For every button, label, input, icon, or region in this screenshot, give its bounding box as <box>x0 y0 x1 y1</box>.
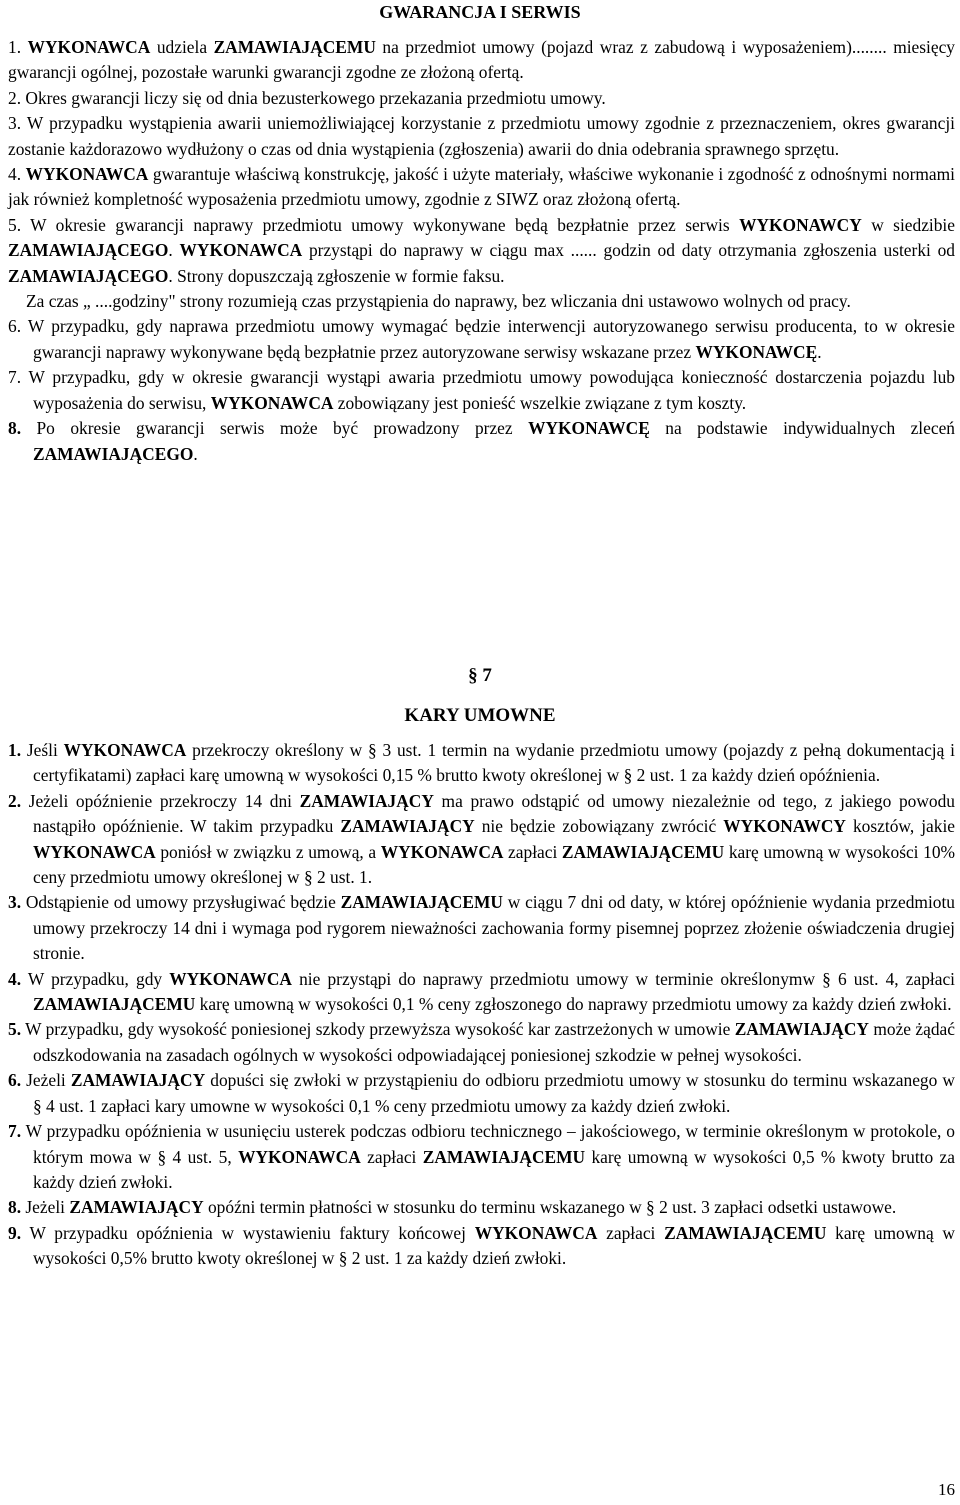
page-number: 16 <box>938 1479 955 1499</box>
contractor-term: WYKONAWCĘ <box>528 418 650 439</box>
item-number: 8. <box>8 1197 22 1218</box>
text-run: Jeżeli <box>21 1197 70 1218</box>
contractor-term: WYKONAWCA <box>380 841 504 862</box>
warranty-item-6 <box>8 314 955 365</box>
text-run: 7. W przypadku, gdy w okresie gwarancji wystąpi awaria przedmiotu umowy powodująca konieczność dostarczenia pojazdu lub wyposażenia do serwisu, <box>8 367 955 413</box>
client-term: ZAMAWIAJĄCEMU <box>422 1146 586 1167</box>
text-run: dopuści się zwłoki w przystąpieniu do odbioru przedmiotu umowy w stosunku do terminu wskazanego w § 4 ust. 1 zapłaci kary umowne w wysokości 0,1 % ceny przedmiotu umowy za każdy dzień zwłoki. <box>33 1070 955 1116</box>
contractor-term: WYKONAWCA <box>25 164 149 185</box>
item-number: 7. <box>8 1121 22 1142</box>
item-number: 1. <box>8 740 22 760</box>
contractor-term: WYKONAWCA <box>63 740 187 760</box>
text-run: karę umowną w wysokości 0,1 % ceny zgłoszonego do naprawy przedmiotu umowy za każdy dzień zwłoki. <box>195 994 952 1015</box>
section-heading: KARY UMOWNE <box>404 705 556 726</box>
text-run: W przypadku opóźnienia w usunięciu usterek podczas odbioru technicznego – jakościowego, w terminie określonym w protokole, o którym mowa w § 4 ust. 5, <box>21 1121 955 1167</box>
item-number: 3. <box>8 892 22 913</box>
contractor-term: WYKONAWCĘ <box>695 341 818 362</box>
item-number: 6. <box>8 1070 22 1091</box>
client-term: ZAMAWIAJĄCY <box>340 816 475 837</box>
text-run: udziela <box>150 37 214 57</box>
contractor-term: WYKONAWCA <box>27 37 151 57</box>
text-run: ma prawo odstąpić od umowy niezależnie od tego, z jakiego powodu nastąpiło opóźnienie. W takim przypadku <box>33 790 955 837</box>
text-run: może żądać odszkodowania na zasadach ogólnych w wysokości odpowiadającej poniesionej szkodzie w pełnej wysokości. <box>33 1019 955 1065</box>
text-run: Jeżeli <box>21 1070 71 1091</box>
warranty-item-3: 3. W przypadku wystąpienia awarii uniemożliwiającej korzystanie z przedmiotu umowy zgodnie z przeznaczeniem, okres gwarancji zostanie każdorazowo wydłużony o czas od dnia wystąpienia (zgłoszenia) awarii do dnia odebrania sprawnego sprzętu. <box>8 113 955 159</box>
contractor-term: WYKONAWCA <box>474 1222 598 1243</box>
penalty-item-4 <box>8 967 955 1018</box>
warranty-time-note: Za czas „ ....godziny" strony rozumieją czas przystąpienia do naprawy, bez wliczania dni ustawowo wolnych od pracy. <box>26 291 851 312</box>
client-term: ZAMAWIAJĄCEGO <box>8 265 169 286</box>
text-run: nie będzie zobowiązany zwrócić <box>474 816 724 837</box>
text-run: na przedmiot umowy (pojazd wraz z zabudową i wyposażeniem)........ miesięcy gwarancji ogólnej, pozostałe warunki gwarancji zgodne ze złożoną ofertą. <box>8 37 956 83</box>
text-run: karę umowną w wysokości 0,5 % kwoty brutto za każdy dzień zwłoki. <box>33 1146 955 1192</box>
text-run: kosztów, jakie <box>845 816 955 837</box>
text-run: W przypadku, gdy <box>21 968 170 989</box>
client-term: ZAMAWIAJĄCEMU <box>33 994 196 1015</box>
contractor-term: WYKONAWCY <box>723 816 846 837</box>
text-run: Jeżeli opóźnienie przekroczy 14 dni <box>21 790 300 811</box>
text-run: W okresie gwarancji naprawy przedmiotu umowy wykonywane będą bezpłatnie przez serwis <box>30 214 740 235</box>
penalty-item-6 <box>8 1068 955 1119</box>
page-title: GWARANCJA I SERWIS <box>379 2 581 22</box>
text-run: Jeśli <box>21 740 64 760</box>
text-run: . <box>193 443 198 464</box>
penalty-item-7 <box>8 1119 955 1195</box>
item-number: 1. <box>8 37 22 57</box>
text-run: na podstawie indywidualnych zleceń <box>649 418 955 439</box>
item-number: 4. <box>8 164 26 185</box>
penalty-item-3 <box>8 890 955 966</box>
text-run: poniósł w związku z umową, a <box>155 841 381 862</box>
contractor-term: WYKONAWCA <box>33 841 156 862</box>
client-term: ZAMAWIAJĄCEGO <box>8 240 169 261</box>
item-number: 5. <box>8 1019 22 1040</box>
penalties-section <box>8 738 955 1272</box>
text-run: Odstąpienie od umowy przysługiwać będzie <box>21 892 341 913</box>
text-run: 6. W przypadku, gdy naprawa przedmiotu umowy wymagać będzie interwencji autoryzowanego serwisu producenta, to w okresie gwarancji naprawy wykonywane będą bezpłatnie przez autoryzowane serwisy wskazane przez <box>8 316 955 362</box>
text-run: w ciągu 7 dni od daty, w której opóźnienie wydania przedmiotu umowy przekroczy 14 dni i wymaga pod rygorem nieważności zachowania formy pisemnej poprzez złożenie oświadczenia drugiej stronie. <box>33 892 956 964</box>
client-term: ZAMAWIAJĄCEGO <box>33 443 194 464</box>
contractor-term: WYKONAWCY <box>739 214 862 235</box>
item-number: 2. <box>8 790 22 811</box>
item-number: 5. <box>8 214 31 235</box>
text-run: przekroczy określony w § 3 ust. 1 termin na wydanie przedmiotu umowy (pojazdy z pełną dokumentacją i certyfikatami) zapłaci karę umowną w wysokości 0,15 % brutto kwoty określonej w § 2 ust. 1 za każdy dzień opóźnienia. <box>33 740 955 786</box>
text-run: W przypadku opóźnienia w wystawieniu faktury końcowej <box>21 1222 475 1243</box>
section-number: § 7 <box>468 665 492 686</box>
contractor-term: WYKONAWCA <box>169 968 292 989</box>
client-term: ZAMAWIAJĄCEMU <box>340 892 503 913</box>
text-run: gwarantuje właściwą konstrukcję, jakość i użyte materiały, właściwe wykonanie i zgodność z odnośnymi normami jak również kompletność wyposażenia przedmiotu umowy, zgodnie z SIWZ oraz złożoną ofertą. <box>8 164 955 210</box>
warranty-item-4 <box>8 162 955 213</box>
contractor-term: WYKONAWCA <box>179 240 303 261</box>
text-run: opóźni termin płatności w stosunku do terminu wskazanego w § 2 ust. 3 zapłaci odsetki ustawowe. <box>203 1197 897 1218</box>
text-run: przystąpi do naprawy w ciągu max ...... godzin od daty otrzymania zgłoszenia usterki od <box>302 240 955 261</box>
text-run: . <box>817 341 822 362</box>
warranty-item-1 <box>8 35 955 86</box>
client-term: ZAMAWIAJĄCY <box>734 1019 869 1040</box>
text-run: zapłaci <box>360 1146 423 1167</box>
warranty-item-2: 2. Okres gwarancji liczy się od dnia bezusterkowego przekazania przedmiotu umowy. <box>8 87 606 108</box>
text-run: karę umowną w wysokości 10% ceny przedmiotu umowy określonej w § 2 ust. 1. <box>33 841 956 888</box>
text-run: zobowiązany jest ponieść wszelkie związane z tym koszty. <box>333 392 747 413</box>
penalty-item-9 <box>8 1221 955 1272</box>
client-term: ZAMAWIAJĄCY <box>69 1197 204 1218</box>
text-run: w siedzibie <box>861 214 955 235</box>
item-number: 8. <box>8 418 22 439</box>
text-run: Po okresie gwarancji serwis może być prowadzony przez <box>21 418 529 439</box>
penalty-item-8 <box>8 1195 955 1220</box>
client-term: ZAMAWIAJĄCY <box>299 790 434 811</box>
client-term: ZAMAWIAJĄCEMU <box>561 841 725 862</box>
text-run: zapłaci <box>503 841 562 862</box>
text-run: zapłaci <box>597 1222 665 1243</box>
item-number: 9. <box>8 1222 22 1243</box>
penalty-item-5 <box>8 1017 955 1068</box>
warranty-section <box>8 35 955 467</box>
text-run: nie przystąpi do naprawy przedmiotu umowy w terminie określonymw § 6 ust. 4, zapłaci <box>291 968 956 989</box>
warranty-item-8 <box>8 416 955 467</box>
penalty-item-1 <box>8 738 955 789</box>
penalty-item-2 <box>8 789 955 891</box>
text-run: W przypadku, gdy wysokość poniesionej szkody przewyższa wysokość kar zastrzeżonych w umowie <box>21 1019 735 1040</box>
text-run: . Strony dopuszczają zgłoszenie w formie faksu. <box>168 265 505 286</box>
text-run: karę umowną w wysokości 0,5% brutto kwoty określonej w § 2 ust. 1 za każdy dzień zwłoki. <box>33 1222 955 1269</box>
item-number: 4. <box>8 968 22 989</box>
warranty-item-5 <box>8 213 955 289</box>
contractor-term: WYKONAWCA <box>210 392 334 413</box>
client-term: ZAMAWIAJĄCEMU <box>664 1222 827 1243</box>
contractor-term: WYKONAWCA <box>238 1146 361 1167</box>
text-run: . <box>168 240 180 261</box>
warranty-item-7 <box>8 365 955 416</box>
client-term: ZAMAWIAJĄCEMU <box>213 37 376 57</box>
client-term: ZAMAWIAJĄCY <box>70 1070 206 1091</box>
